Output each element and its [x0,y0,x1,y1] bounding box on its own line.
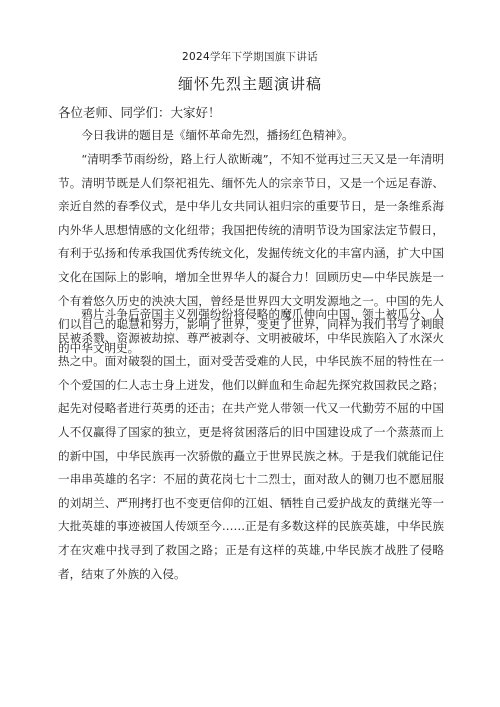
speech-greeting: 各位老师、同学们：大家好！ [58,105,221,120]
paragraph-text: “清明季节雨纷纷，路上行人欲断魂”，不知不觉再过三天又是一年清明节。清明节既是人们祭祀祖先、缅怀先人的宗亲节日，又是一个远足春游、亲近自然的春季仪式，是中华儿女共同认祖归宗的重要节日，是一条维系海内外华人思想情感的文化纽带；我国把传统的清明节设为国家法定节假日，有利于弘扬和传承我国优秀传统文化，发掘传统文化的丰富内涵，扩大中国文化在国际上的影响，增加全世界华人的凝合力！回顾历史—中华民族是一个有着悠久历史的泱泱大国，曾经是世界四大文明发源地之一。中国的先人们以自己的聪慧和努力，影响了世界，变更了世界，同样为我们书写了刺眼的中华文明史。 [58,152,444,355]
paragraph-topic [58,124,444,148]
paragraph-text: 今日我讲的题目是《缅怀革命先烈，播扬红色精神》。 [81,128,354,142]
speech-title: 缅怀先烈主题演讲稿 [177,75,322,93]
paragraph-history [58,303,444,586]
speech-occasion-heading: 2024学年下学期国旗下讲话 [182,51,318,63]
paragraph-text: 鸦片斗争后帝国主义列强纷纷将侵略的魔爪伸向中国，领土被瓜分、人民被杀戮、资源被劫掠、尊严被剥夺、文明被破坏，中华民族陷入了水深火热之中。面对破裂的国土，面对受苦受难的人民，中华民族不屈的特性在一个个爱国的仁人志士身上迸发，他们以鲜血和生命起先探究救国救民之路；起先对侵略者进行英勇的还击；在共产党人带领一代又一代勤劳不屈的中国人不仅赢得了国家的独立，更是将贫困落后的旧中国建设成了一个蒸蒸而上的新中国，中华民族再一次骄傲的矗立于世界民族之林。于是我们就能记住一串串英雄的名字：不屈的黄花岗七十二烈士，面对敌人的铡刀也不愿屈服的刘胡兰、严刑拷打也不变更信仰的江姐、牺牲自己爱护战友的黄继光等一大批英雄的事迹被国人传颂至今……正是有多数这样的民族英雄，中华民族才在灾难中找寻到了救国之路；正是有这样的英雄,中华民族才战胜了侵略者，结束了外族的入侵。 [58,307,444,581]
